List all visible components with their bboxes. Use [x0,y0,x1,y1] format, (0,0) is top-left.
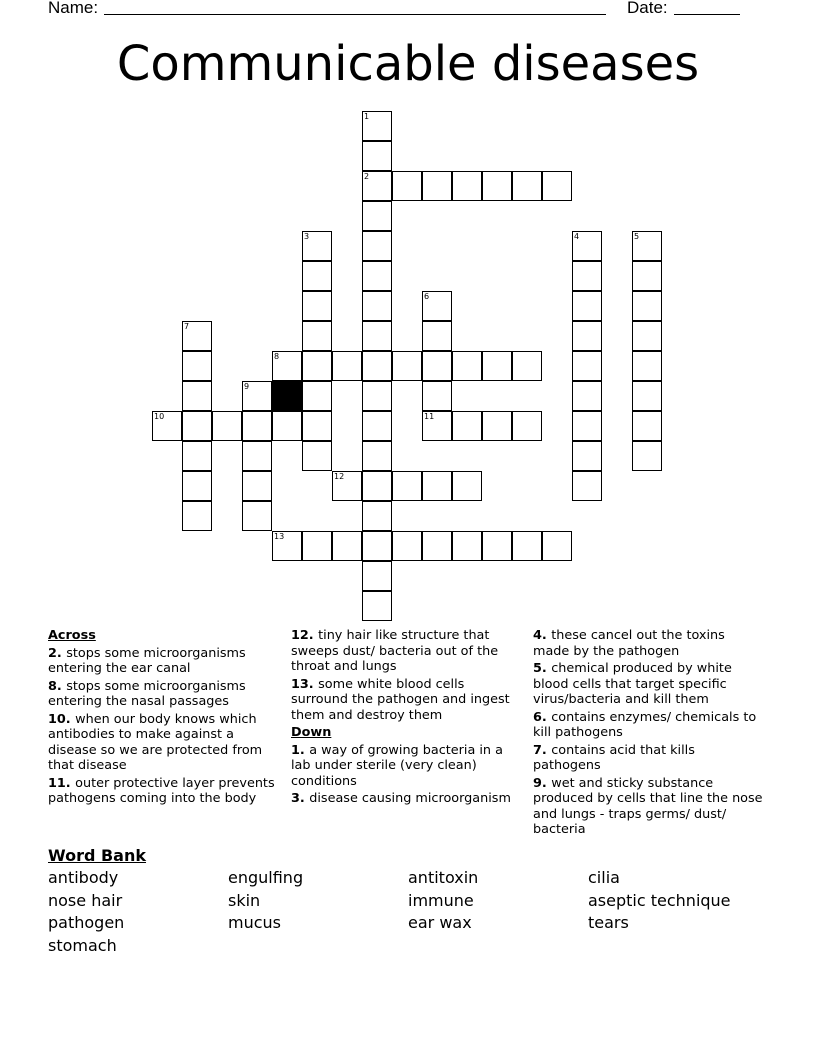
grid-cell[interactable] [302,231,332,261]
grid-cell[interactable] [482,531,512,561]
grid-cell[interactable] [362,351,392,381]
grid-cell[interactable] [182,501,212,531]
grid-cell[interactable] [362,141,392,171]
clue-text: these cancel out the toxins made by the pathogen [533,628,725,659]
clue-item [533,628,765,659]
clue-item [48,679,280,710]
word-bank-item: immune [408,890,474,910]
clue-number: 8. [48,678,67,694]
grid-cell[interactable] [182,321,212,351]
grid-cell[interactable] [542,171,572,201]
grid-cell[interactable] [422,471,452,501]
black-cell [272,381,302,411]
word-bank-item: antibody [48,868,119,887]
clue-number: 4 [574,232,580,241]
clue-number: 6. [533,709,552,725]
clue-text: wet and sticky substance produced by cells that line the nose and lungs - traps germs/ dust/ bacteria [533,775,763,837]
grid-cell[interactable] [392,471,422,501]
clue-text: outer protective layer prevents pathogens coming into the body [48,775,275,806]
grid-cell[interactable] [422,531,452,561]
word-bank-item: pathogen [48,913,125,933]
clue-number: 13 [274,532,285,541]
grid-cell[interactable] [452,471,482,501]
clue-number: 12 [334,472,345,481]
grid-cell[interactable] [572,261,602,291]
grid-cell[interactable] [362,411,392,441]
clue-number: 2 [364,172,370,181]
grid-cell[interactable] [182,471,212,501]
clue-number: 1. [291,742,310,758]
grid-cell[interactable] [362,591,392,621]
grid-cell[interactable] [422,381,452,411]
clue-item [291,628,523,675]
grid-cell[interactable] [332,531,362,561]
clue-number: 1 [364,112,370,121]
word-bank-item: tears [588,913,629,933]
clue-item [48,776,280,807]
clue-text: contains enzymes/ chemicals to kill pathogens [533,709,757,740]
clue-text: chemical produced by white blood cells that target specific virus/bacteria and kill them [533,661,732,707]
grid-cell[interactable] [452,411,482,441]
clue-text: some white blood cells surround the pathogen and ingest them and destroy them [291,676,510,723]
grid-cell[interactable] [362,381,392,411]
grid-cell[interactable] [362,321,392,351]
word-bank-item: antitoxin [408,868,479,887]
clue-number: 9 [244,382,250,391]
grid-cell[interactable] [542,531,572,561]
grid-cell[interactable] [182,441,212,471]
grid-cell[interactable] [242,381,272,411]
clue-number: 11 [424,412,435,421]
grid-cell[interactable] [392,531,422,561]
grid-cell[interactable] [242,471,272,501]
clue-text: stops some microorganisms entering the nasal passages [48,678,246,709]
word-bank-item: nose hair [48,890,123,910]
grid-cell[interactable] [302,291,332,321]
grid-cell[interactable] [362,231,392,261]
grid-cell[interactable] [362,531,392,561]
grid-cell[interactable] [272,531,302,561]
grid-cell[interactable] [272,351,302,381]
clue-number: 6 [424,292,430,301]
grid-cell[interactable] [572,351,602,381]
word-bank-item: skin [228,890,261,910]
grid-cell[interactable] [632,291,662,321]
grid-cell[interactable] [572,471,602,501]
grid-cell[interactable] [482,351,512,381]
clue-item [291,677,523,724]
grid-cell[interactable] [182,351,212,381]
clue-number: 9. [533,775,552,791]
clue-number: 10 [154,412,165,421]
clue-number: 13. [291,676,319,692]
word-bank-item: mucus [228,913,281,933]
clue-number: 3. [291,791,310,806]
grid-cell[interactable] [242,411,272,441]
clue-text: stops some microorganisms entering the ear canal [48,645,246,676]
page-title: Communicable diseases [116,36,700,92]
grid-cell[interactable] [362,291,392,321]
grid-cell[interactable] [512,171,542,201]
down-heading: Down [291,725,332,740]
clue-number: 5. [533,661,552,676]
clue-text: disease causing microorganism [309,791,511,806]
grid-cell[interactable] [302,531,332,561]
clue-text: tiny hair like structure that sweeps dust/ bacteria out of the throat and lungs [291,628,499,674]
grid-cell[interactable] [302,351,332,381]
clue-item [48,712,280,774]
grid-cell[interactable] [632,411,662,441]
grid-cell[interactable] [422,171,452,201]
word-bank-item: ear wax [408,913,472,933]
word-bank-item: aseptic technique [588,890,731,910]
clue-number: 3 [304,232,310,241]
grid-cell[interactable] [512,351,542,381]
clue-item [291,791,523,807]
grid-cell[interactable] [632,321,662,351]
clue-item [533,661,765,708]
date-label: Date: [627,0,668,17]
grid-cell[interactable] [572,291,602,321]
clue-number: 5 [634,232,640,241]
clue-number: 10. [48,711,76,727]
grid-cell[interactable] [632,261,662,291]
grid-cell[interactable] [392,351,422,381]
word-bank-item: cilia [588,868,620,887]
grid-cell[interactable] [272,411,302,441]
clue-number: 11. [48,775,76,791]
grid-cell[interactable] [572,321,602,351]
name-label: Name: [48,0,99,17]
grid-cell[interactable] [452,171,482,201]
grid-cell[interactable] [632,351,662,381]
grid-cell[interactable] [482,411,512,441]
grid-cell[interactable] [302,321,332,351]
clues-column-3 [533,628,765,840]
grid-cell[interactable] [332,351,362,381]
clue-item [48,646,280,677]
grid-cell[interactable] [422,351,452,381]
grid-cell[interactable] [362,261,392,291]
clue-item [533,776,765,838]
grid-cell[interactable] [362,111,392,141]
word-bank-item: engulfing [228,868,304,887]
grid-cell[interactable] [362,171,392,201]
grid-cell[interactable] [332,471,362,501]
grid-cell[interactable] [362,201,392,231]
clue-number: 7. [533,742,552,758]
clue-number: 2. [48,645,67,661]
grid-cell[interactable] [632,381,662,411]
grid-cell[interactable] [572,411,602,441]
grid-cell[interactable] [182,411,212,441]
clue-item [533,743,765,774]
grid-cell[interactable] [242,441,272,471]
grid-cell[interactable] [362,441,392,471]
grid-cell[interactable] [392,171,422,201]
grid-cell[interactable] [302,411,332,441]
grid-cell[interactable] [422,291,452,321]
clue-item [291,743,523,790]
word-bank-title: Word Bank [48,846,147,865]
grid-cell[interactable] [482,171,512,201]
clue-number: 7 [184,322,190,331]
grid-cell[interactable] [422,411,452,441]
grid-cell[interactable] [302,261,332,291]
clues-column-2 [291,628,523,809]
grid-cell[interactable] [452,531,482,561]
grid-cell[interactable] [572,381,602,411]
grid-cell[interactable] [152,411,182,441]
grid-cell[interactable] [422,321,452,351]
grid-cell[interactable] [302,441,332,471]
grid-cell[interactable] [242,501,272,531]
clue-text: contains acid that kills pathogens [533,742,695,773]
grid-cell[interactable] [452,351,482,381]
grid-cell[interactable] [362,501,392,531]
grid-cell[interactable] [362,561,392,591]
clue-item [533,710,765,741]
clue-text: when our body knows which antibodies to make against a disease so we are protected from that disease [48,711,263,773]
grid-cell[interactable] [632,441,662,471]
grid-cell[interactable] [182,381,212,411]
grid-cell[interactable] [632,231,662,261]
clue-number: 12. [291,628,319,643]
clue-number: 4. [533,628,552,643]
clue-number: 8 [274,352,280,361]
grid-cell[interactable] [572,441,602,471]
grid-cell[interactable] [512,531,542,561]
clue-text: a way of growing bacteria in a lab under sterile (very clean) conditions [291,742,503,789]
across-heading: Across [48,628,96,643]
grid-cell[interactable] [302,381,332,411]
grid-cell[interactable] [212,411,242,441]
grid-cell[interactable] [512,411,542,441]
word-bank-item: stomach [48,936,117,956]
grid-cell[interactable] [572,231,602,261]
clues-column-1 [48,628,280,809]
grid-cell[interactable] [362,471,392,501]
